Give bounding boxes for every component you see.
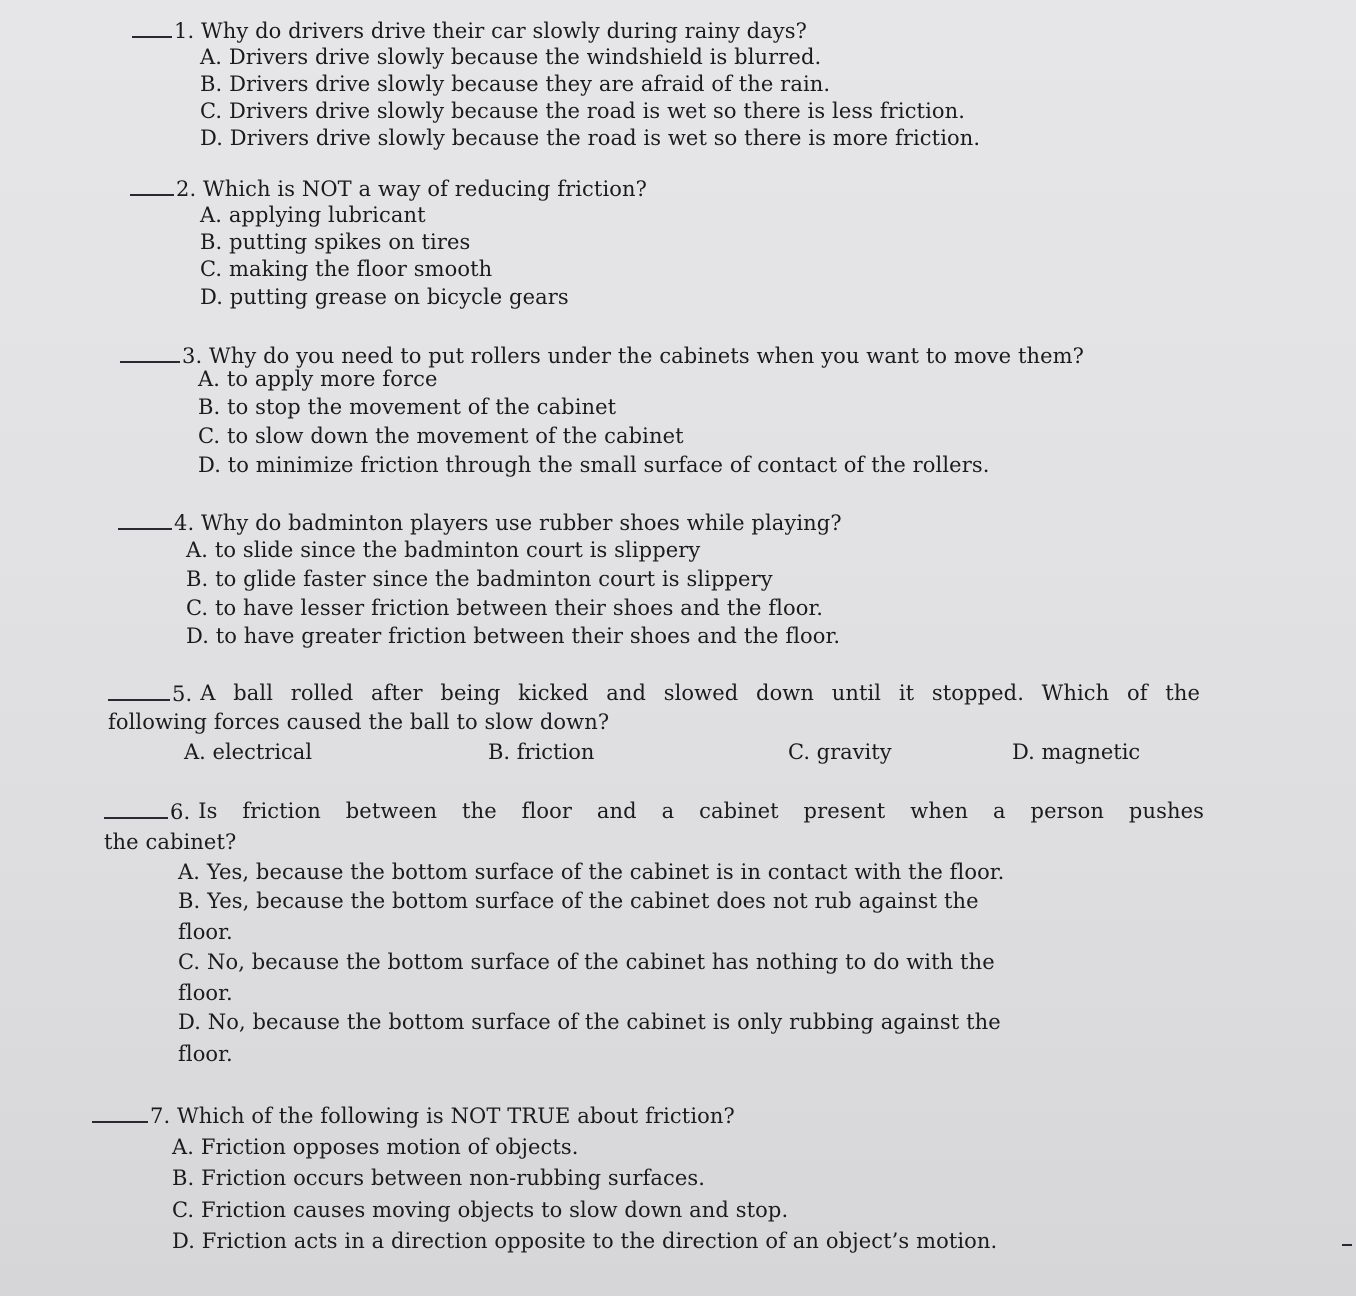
option-2a: A. applying lubricant — [200, 203, 426, 227]
question-text-line1: A ball rolled after being kicked and slowed down until it stopped. Which of the — [200, 681, 1200, 705]
option-6b-cont: floor. — [178, 920, 233, 944]
option-5d: D. magnetic — [1012, 740, 1141, 764]
question-text: Why do badminton players use rubber shoes while playing? — [201, 511, 842, 535]
question-5 — [108, 679, 1200, 708]
option-7c: C. Friction causes moving objects to slow down and stop. — [172, 1198, 789, 1222]
option-3a: A. to apply more force — [198, 367, 438, 391]
question-number: 2. — [176, 177, 197, 201]
question-text-line1: Is friction between the floor and a cabinet present when a person pushes — [198, 799, 1204, 823]
option-4b: B. to glide faster since the badminton court is slippery — [186, 567, 773, 591]
answer-blank-2[interactable] — [130, 174, 174, 196]
question-number: 1. — [174, 19, 195, 43]
answer-blank-1[interactable] — [132, 16, 172, 38]
answer-blank-6[interactable] — [104, 797, 168, 819]
option-1c: C. Drivers drive slowly because the road is wet so there is less friction. — [200, 99, 966, 123]
question-7 — [92, 1101, 735, 1130]
question-number: 5. — [172, 682, 193, 706]
question-text: Which is NOT a way of reducing friction? — [203, 177, 648, 201]
option-6b: B. Yes, because the bottom surface of the cabinet does not rub against the — [178, 889, 979, 913]
question-text: Why do you need to put rollers under the cabinets when you want to move them? — [209, 344, 1085, 368]
option-7d: D. Friction acts in a direction opposite to the direction of an object’s motion. — [172, 1229, 998, 1253]
answer-blank-4[interactable] — [118, 508, 172, 530]
option-6d-cont: floor. — [178, 1042, 233, 1066]
question-number: 6. — [170, 800, 191, 824]
question-number: 4. — [174, 511, 195, 535]
option-2b: B. putting spikes on tires — [200, 230, 471, 254]
option-1a: A. Drivers drive slowly because the windshield is blurred. — [200, 45, 822, 69]
option-7a: A. Friction opposes motion of objects. — [172, 1135, 579, 1159]
option-3d: D. to minimize friction through the small surface of contact of the rollers. — [198, 453, 990, 477]
option-7b: B. Friction occurs between non-rubbing surfaces. — [172, 1166, 706, 1190]
question-2 — [130, 174, 647, 203]
question-number: 7. — [150, 1104, 171, 1128]
answer-blank-5[interactable] — [108, 679, 170, 701]
question-6 — [104, 797, 1204, 826]
question-text-line2: the cabinet? — [104, 830, 237, 854]
option-2d: D. putting grease on bicycle gears — [200, 285, 569, 309]
option-6a: A. Yes, because the bottom surface of the cabinet is in contact with the floor. — [178, 860, 1005, 884]
option-6c-cont: floor. — [178, 981, 233, 1005]
option-5a: A. electrical — [184, 740, 313, 764]
answer-blank-3[interactable] — [120, 341, 180, 363]
option-2c: C. making the floor smooth — [200, 257, 493, 281]
option-3b: B. to stop the movement of the cabinet — [198, 395, 617, 419]
option-6d: D. No, because the bottom surface of the cabinet is only rubbing against the — [178, 1010, 1001, 1034]
option-5b: B. friction — [488, 740, 595, 764]
option-4d: D. to have greater friction between their shoes and the floor. — [186, 624, 841, 648]
edge-mark — [1342, 1244, 1352, 1246]
option-4c: C. to have lesser friction between their shoes and the floor. — [186, 596, 824, 620]
option-3c: C. to slow down the movement of the cabinet — [198, 424, 684, 448]
question-text-line2: following forces caused the ball to slow down? — [108, 710, 610, 734]
question-4 — [118, 508, 842, 537]
option-1d: D. Drivers drive slowly because the road is wet so there is more friction. — [200, 126, 981, 150]
question-1 — [132, 16, 807, 45]
question-text: Why do drivers drive their car slowly during rainy days? — [201, 19, 807, 43]
option-4a: A. to slide since the badminton court is slippery — [186, 538, 701, 562]
answer-blank-7[interactable] — [92, 1101, 148, 1123]
question-number: 3. — [182, 344, 203, 368]
question-text: Which of the following is NOT TRUE about friction? — [177, 1104, 735, 1128]
option-1b: B. Drivers drive slowly because they are afraid of the rain. — [200, 72, 831, 96]
option-5c: C. gravity — [788, 740, 892, 764]
option-6c: C. No, because the bottom surface of the cabinet has nothing to do with the — [178, 950, 995, 974]
